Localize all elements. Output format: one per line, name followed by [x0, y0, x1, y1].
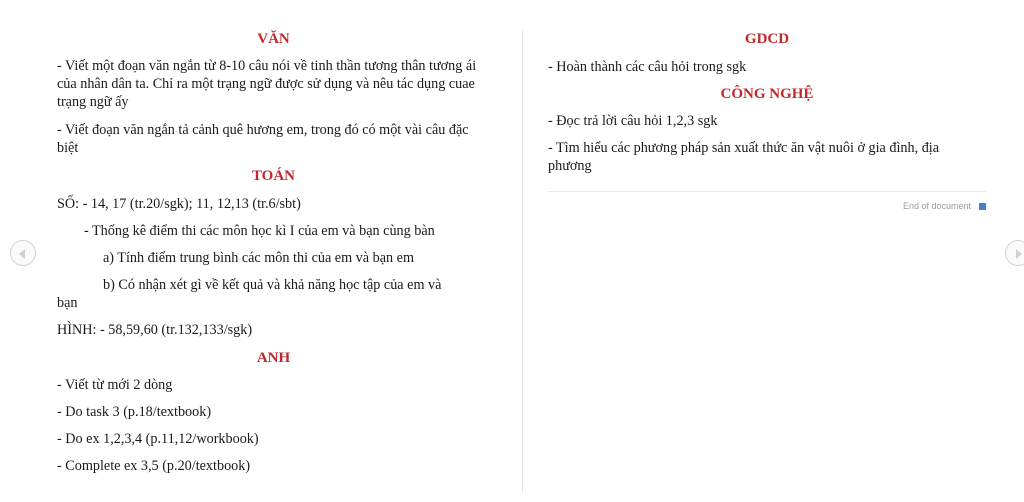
end-of-document-rule [548, 191, 986, 192]
toan-item-a: a) Tính điểm trung bình các môn thi của em và bạn em [103, 250, 414, 266]
van-paragraph-1: - Viết một đoạn văn ngắn từ 8-10 câu nói về tinh thần tương thân tương ái của nhân dân ta. Chỉ ra một trạng ngữ được sử dụng và nêu tác dụng cuae trạng ngữ ấy [57, 58, 477, 110]
prev-page-button[interactable] [10, 240, 36, 266]
toan-hinh: HÌNH: - 58,59,60 (tr.132,133/sgk) [57, 322, 253, 338]
square-marker-icon [979, 203, 986, 210]
heading-cong-nghe: CÔNG NGHỆ [720, 86, 814, 102]
left-column [57, 0, 490, 502]
van-paragraph-2: - Viết đoạn văn ngắn tả cảnh quê hương em, trong đó có một vài câu đặc biệt [57, 122, 469, 156]
column-divider [522, 30, 523, 492]
cong-nghe-paragraph-1: - Đọc trả lời câu hỏi 1,2,3 sgk [548, 113, 718, 129]
toan-so: SỐ: - 14, 17 (tr.20/sgk); 11, 12,13 (tr.6/sbt) [57, 196, 301, 212]
cong-nghe-paragraph-2: - Tìm hiểu các phương pháp sản xuất thức ăn vật nuôi ở gia đình, địa phương [548, 140, 940, 174]
toan-item-b-continued: bạn [57, 295, 78, 311]
heading-van: VĂN [257, 31, 290, 47]
end-of-document [903, 201, 986, 211]
anh-item: - Viết từ mới 2 dòng [57, 377, 173, 393]
anh-item: - Do task 3 (p.18/textbook) [57, 404, 212, 420]
right-column [548, 0, 986, 502]
next-page-button[interactable] [1005, 240, 1024, 266]
gdcd-paragraph: - Hoàn thành các câu hỏi trong sgk [548, 59, 747, 75]
toan-thong-ke: - Thống kê điểm thi các môn học kì I của em và bạn cùng bàn [84, 223, 435, 239]
heading-toan: TOÁN [251, 168, 296, 184]
heading-anh: ANH [256, 350, 291, 366]
anh-item: - Complete ex 3,5 (p.20/textbook) [57, 458, 251, 474]
end-of-document-label: End of document [902, 201, 971, 211]
toan-item-b: b) Có nhận xét gì về kết quả và khả năng học tập của em và [103, 277, 442, 293]
anh-item: - Do ex 1,2,3,4 (p.11,12/workbook) [57, 431, 259, 447]
heading-gdcd: GDCD [744, 31, 790, 47]
